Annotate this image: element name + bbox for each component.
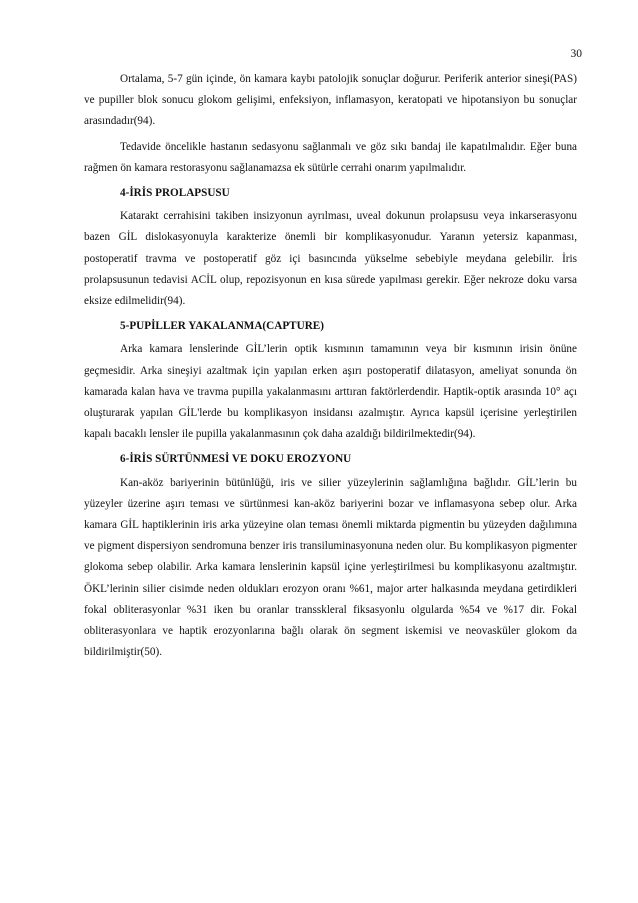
page-number: 30 [570,48,582,60]
paragraph-anterior-chamber-loss: Ortalama, 5-7 gün içinde, ön kamara kaybı patolojik sonuçlar doğurur. Periferik anterior sineşi(PAS) ve pupiller blok sonucu glokom gelişimi, enfeksiyon, inflamasyon, keratopati ve hipotansiyon bu sonuçlar arasındadır(94). [84,73,577,128]
section-heading-iris-prolapse: 4-İRİS PROLAPSUSU [120,187,230,200]
paragraph-iris-chafing: Kan-aköz bariyerinin bütünlüğü, iris ve silier yüzeylerinin sağlamlığına bağlıdır. GİL’lerin bu yüzeyler üzerine aşırı teması ve sürtünmesi kan-aköz bariyerini bozar ve inflamasyona sebep olur. Arka kamara GİL haptiklerinin iris arka yüzeyine olan teması önemli miktarda pigmentin bu yüzeyden dağılımına ve pigment dispersiyon sendromuna benzer iris transiluminasyonuna neden olur. Bu komplikasyon pigmenter glokoma sebep olabilir. Arka kamara lenslerinin kapsül içine yerleştirilmesi bu komplikasyonu azaltmıştır. ÖKL’lerinin silier cisimde neden oldukları erozyon oranı %61, major arter halkasında meydana getirdikleri fokal obliterasyonlar %31 iken bu oranlar transskleral fiksasyonlu olgularda %54 ve %17 dir. Fokal obliterasyonlara ve haptik erozyonlarına bağlı olarak ön segment iskemisi ve neovasküler glokom da bildirilmiştir(50). [84,476,577,659]
section-heading-iris-chafing: 6-İRİS SÜRTÜNMESİ VE DOKU EROZYONU [120,453,352,466]
document-body [84,69,577,667]
paragraph-treatment: Tedavide öncelikle hastanın sedasyonu sağlanmalı ve göz sıkı bandaj ile kapatılmalıdır. Eğer buna rağmen ön kamara restorasyonu sağlanamazsa ek sütürle cerrahi onarım yapılmalıdır. [84,140,577,174]
paragraph-pupillary-capture: Arka kamara lenslerinde GİL’lerin optik kısmının tamamının veya bir kısmının irisin önüne geçmesidir. Arka sineşiyi azaltmak için yapılan erken aşırı postoperatif dilatasyon, ameliyat sonunda ön kamarada kalan hava ve travma pupilla yakalanmasını arttıran faktörlerdendir. Haptik-optik arasında 10° açı oluşturarak yapılan GİL'lerde bu komplikasyon insidansı azalmıştır. Ayrıca kapsül içerisine yerleştirilen kapalı bacaklı lensler ile pupilla yakalanmasının çok daha azaldığı bildirilmektedir(94). [84,343,577,441]
section-heading-pupillary-capture: 5-PUPİLLER YAKALANMA(CAPTURE) [120,320,324,333]
paragraph-iris-prolapse: Katarakt cerrahisini takiben insizyonun ayrılması, uveal dokunun prolapsusu veya inkarserasyonu bazen GİL dislokasyonuyla karakterize önemli bir komplikasyonudur. Yaranın yetersiz kapanması, postoperatif travma ve postoperatif göz içi basıncında yükselme sebebiyle meydana gelebilir. İris prolapsusunun tedavisi ACİL olup, repozisyonun en kısa sürede yapılması gerekir. Eğer nekroze doku varsa eksize edilmelidir(94). [84,210,577,308]
